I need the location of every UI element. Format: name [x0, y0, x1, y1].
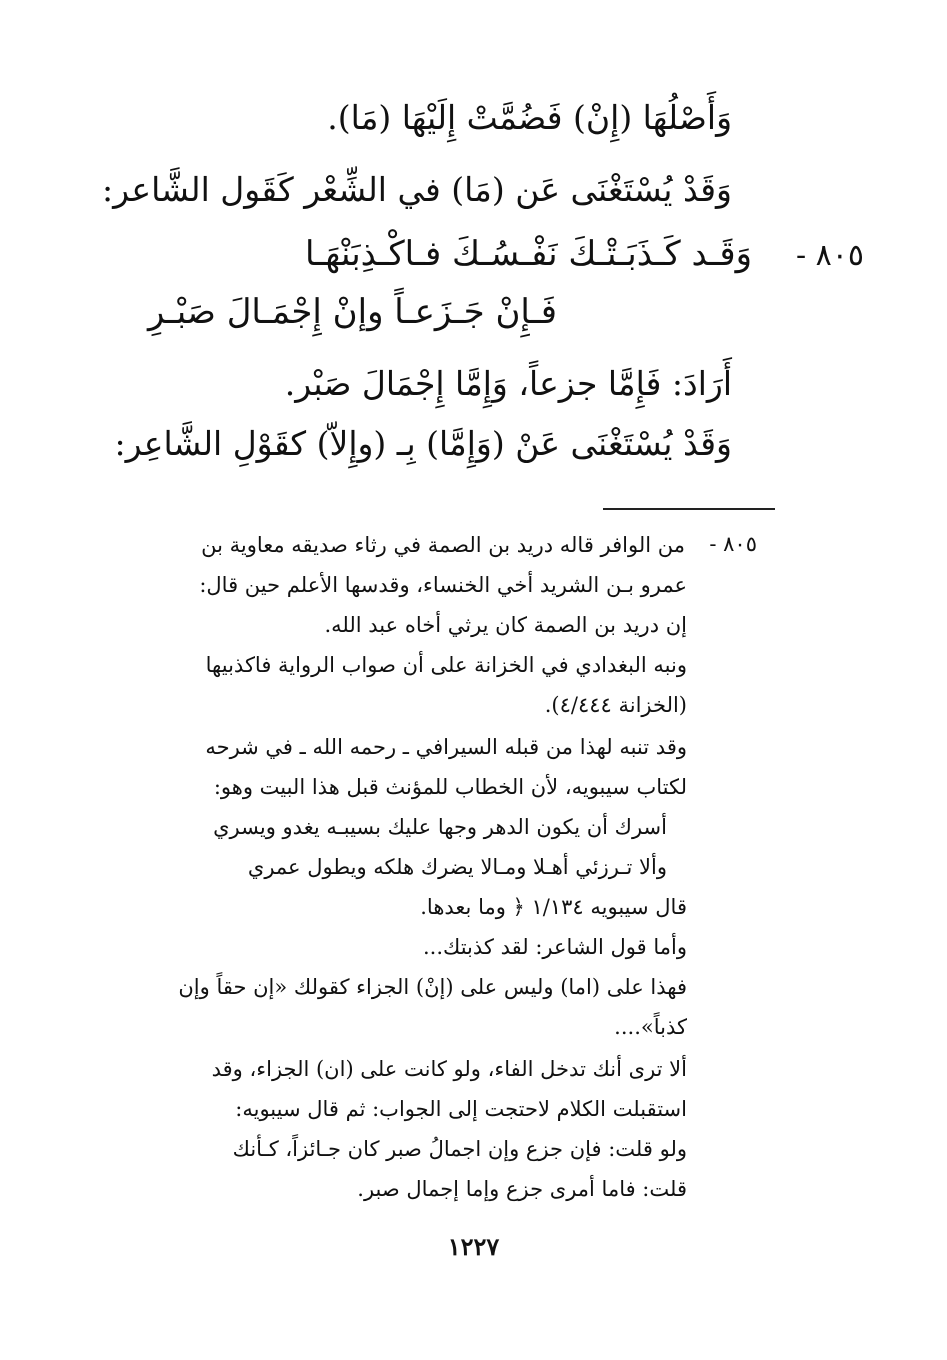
footnote-line: وأما قول الشاعر: لقد كذبتك...: [423, 935, 687, 959]
verse-first-hemistich: وَقَـد كَـذَبَـتْـكَ نَفْـسُـكَ فـاكْـذِبَنْهَـا: [304, 234, 752, 274]
footnote-line: إن دريد بن الصمة كان يرثي أخاه عبد الله.: [324, 613, 687, 637]
page-number: ١٢٢٧: [447, 1232, 500, 1261]
footnote-line: لكتاب سيبويه، لأن الخطاب للمؤنث قبل هذا البيت وهو:: [213, 775, 687, 799]
footnote-quoted-verse: وألا تـرزئي أهـلا ومـالا يضرك هلكه ويطول عمري: [247, 855, 667, 879]
footnote-line: (الخزانة ٤/٤٤٤).: [544, 693, 687, 717]
verse-number: ٨٠٥ -: [795, 238, 864, 273]
footnote-line: كذباً»....: [614, 1015, 687, 1039]
verse-second-hemistich: فَـإِنْ جَـزَعـاً وإنْ إِجْمَـالَ صَبْـرِ: [148, 292, 557, 332]
footnote-line: استقبلت الكلام لاحتجت إلى الجواب: ثم قال سيبويه:: [235, 1097, 687, 1121]
footnote-line: عمرو بـن الشريد أخي الخنساء، وقدسها الأعلم حين قال:: [199, 573, 687, 597]
main-text-line: أَرَادَ: فَإِمَّا جزعاً، وَإِمَّا إِجْمَالَ صَبْر.: [284, 364, 732, 403]
footnote-line: وقد تنبه لهذا من قبله السيرافي ـ رحمه الله ـ في شرحه: [205, 735, 687, 759]
main-text-line: وَقَدْ يُسْتَغْنَى عَن (مَا) في الشِّعْر كَقَول الشَّاعر:: [102, 170, 732, 209]
footnote-line: ونبه البغدادي في الخزانة على أن صواب الرواية فاكذبيها: [205, 653, 687, 677]
footnote-number: ٨٠٥ -: [709, 532, 757, 556]
footnote-quoted-verse: أسرك أن يكون الدهر وجها عليك بسيبـه يغدو ويسري: [213, 815, 667, 839]
footnote-line: فهذا على (اما) وليس على (إنْ) الجزاء كقولك «إن حقاً وإن: [178, 975, 687, 999]
main-text-line: وَقَدْ يُسْتَغْنَى عَنْ (وَإِمَّا) بِـ (وإِلاّ) كقَوْلِ الشَّاعِر:: [114, 424, 732, 463]
footnote-line: ولو قلت: فإن جزع وإن اجمالُ صبر كان جـائزاً، كـأنك: [232, 1137, 687, 1161]
footnote-line: قال سيبويه ١/١٣٤ ﴿ وما بعدها.: [420, 895, 687, 919]
footnote-separator: [603, 508, 775, 510]
footnote-line: ألا ترى أنك تدخل الفاء، ولو كانت على (ان) الجزاء، وقد: [211, 1057, 687, 1081]
footnote-line: من الوافر قاله دريد بن الصمة في رثاء صديقه معاوية بن: [201, 533, 685, 557]
footnote-line: قلت: فاما أمرى جزع وإما إجمال صبر.: [357, 1177, 687, 1201]
main-text-line: وَأَصْلُهَا (إِنْ) فَضُمَّتْ إِلَيْهَا (مَا).: [327, 98, 732, 137]
